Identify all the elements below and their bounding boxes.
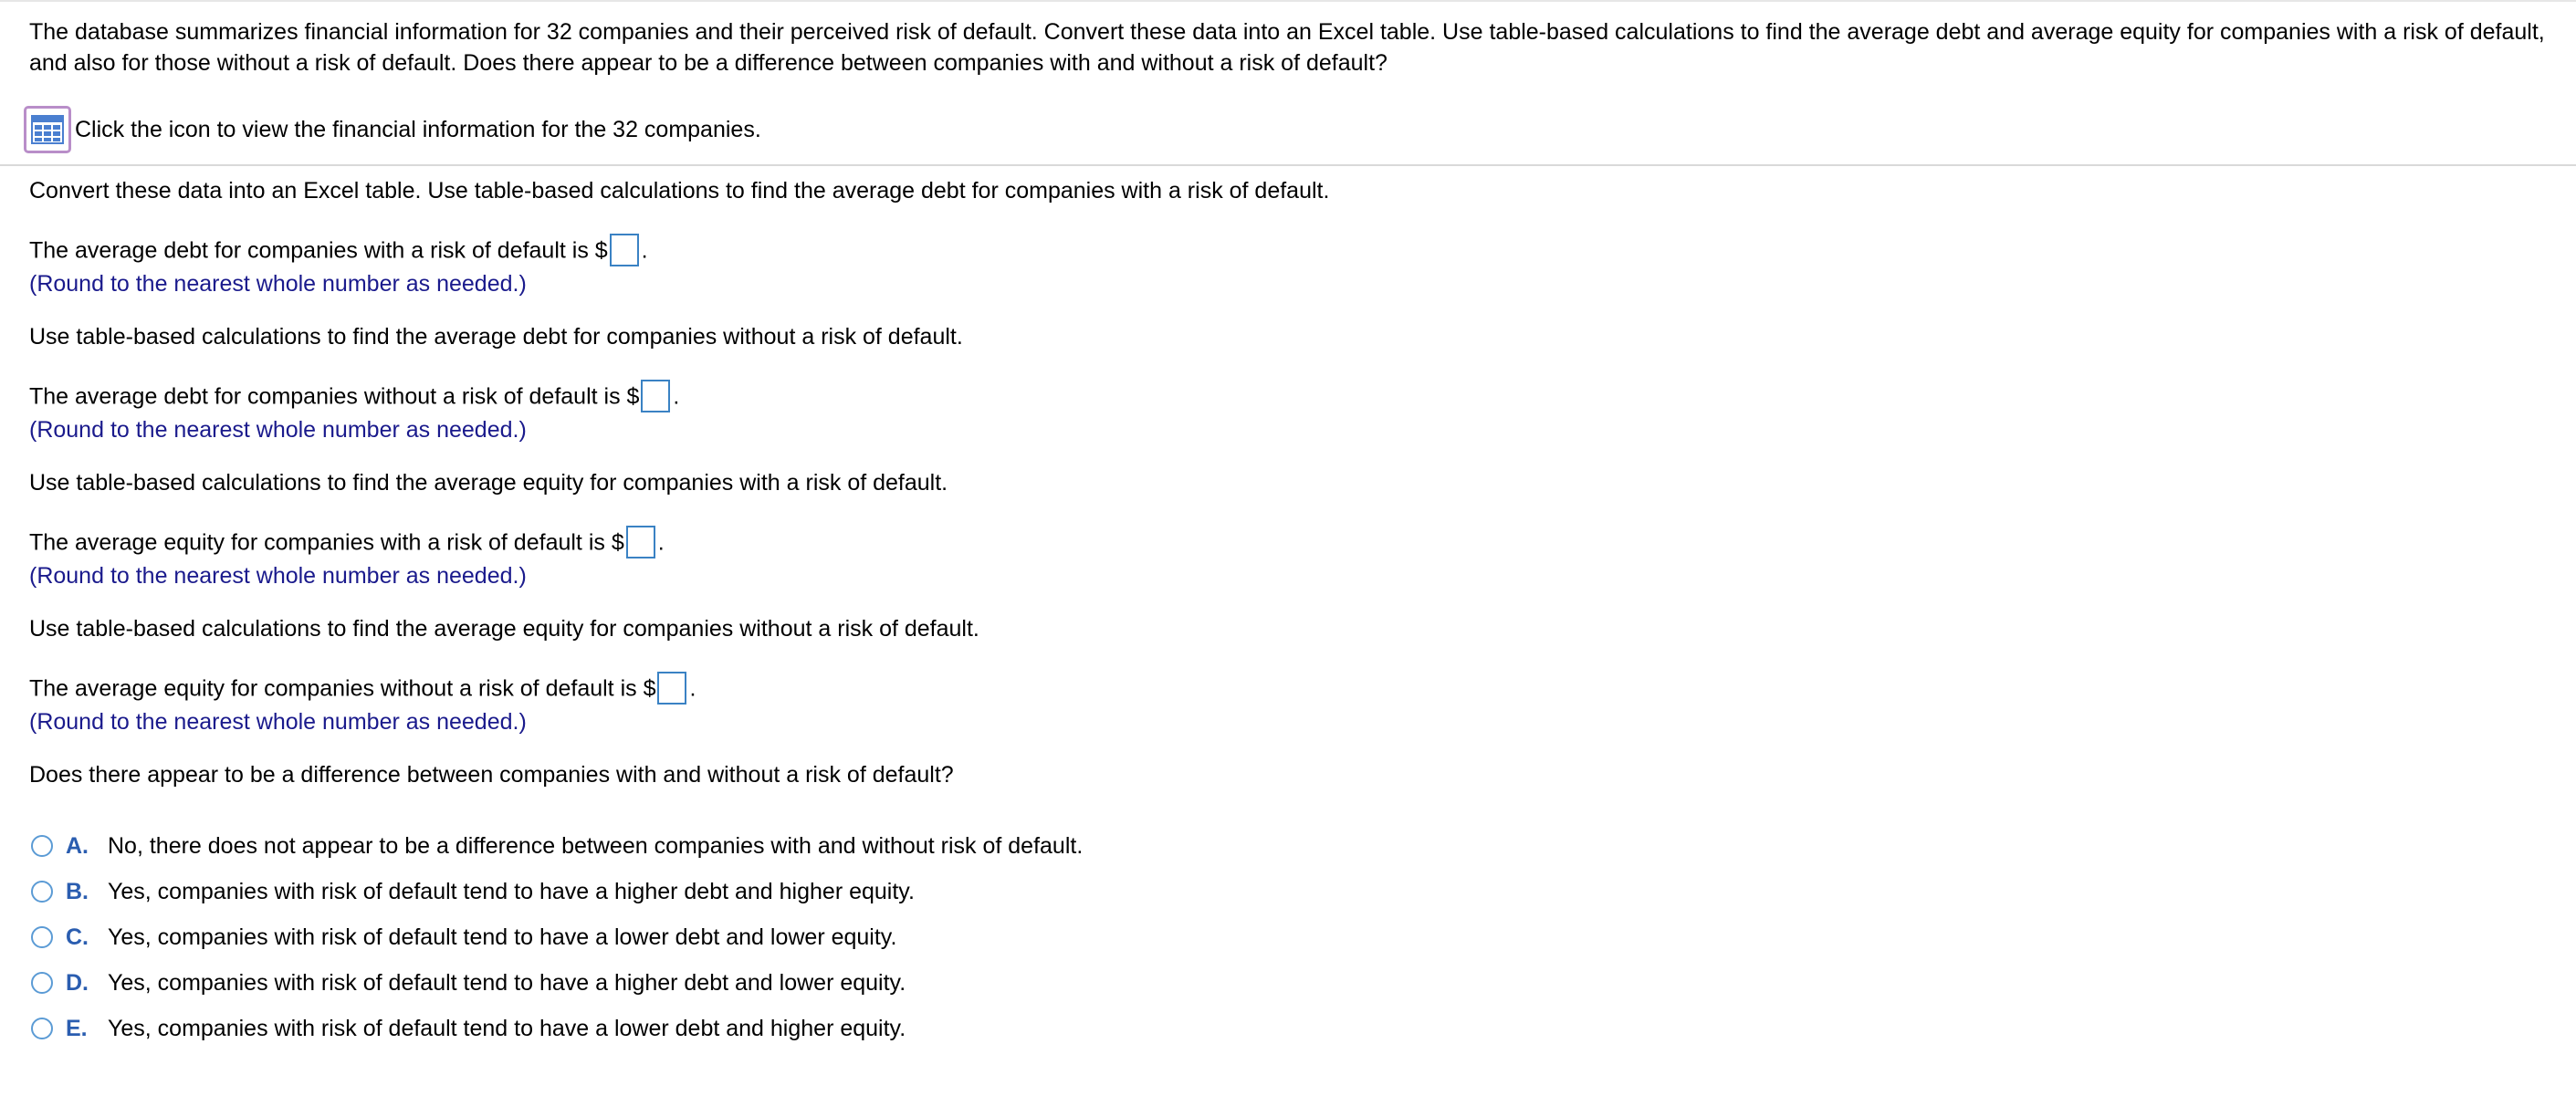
data-table-link[interactable]	[24, 102, 761, 157]
table-grid-icon	[31, 115, 64, 144]
choice-a-radio[interactable]	[31, 835, 53, 857]
part-2-instruction: Use table-based calculations to find the average debt for companies without a risk of default.	[29, 324, 963, 350]
final-question: Does there appear to be a difference between companies with and without a risk of default?	[29, 762, 954, 788]
choice-d[interactable]	[31, 967, 906, 998]
choice-d-text[interactable]: Yes, companies with risk of default tend to have a higher debt and lower equity.	[108, 969, 906, 996]
part-4-rounding-hint: (Round to the nearest whole number as needed.)	[29, 709, 527, 735]
choice-e-radio[interactable]	[31, 1018, 53, 1039]
choice-e-letter: E.	[66, 1015, 88, 1041]
choice-a-text[interactable]: No, there does not appear to be a difference between companies with and without risk of default.	[108, 832, 1084, 859]
choice-a[interactable]	[31, 830, 1083, 861]
choice-e[interactable]	[31, 1013, 906, 1044]
part-4-answer-prefix: The average equity for companies without a risk of default is $	[29, 675, 656, 702]
top-rule	[0, 0, 2576, 2]
part-4-answer-suffix: .	[689, 675, 696, 702]
choice-e-text[interactable]: Yes, companies with risk of default tend to have a lower debt and higher equity.	[108, 1015, 906, 1041]
part-3-instruction: Use table-based calculations to find the average equity for companies with a risk of default.	[29, 470, 948, 496]
part-1-answer-prefix: The average debt for companies with a risk of default is $	[29, 237, 608, 264]
question-intro: The database summarizes financial information for 32 companies and their perceived risk of default. Convert these data into an Excel table. Use table-based calculations to find the average debt and average equity for companies with a risk of default, and also for those without a risk of default. Does there appear to be a difference between companies with and without a risk of default?	[29, 19, 2545, 76]
part-1-rounding-hint: (Round to the nearest whole number as needed.)	[29, 271, 527, 297]
part-2-answer-line	[29, 381, 679, 414]
choice-c-letter: C.	[66, 924, 89, 950]
part-1-instruction: Convert these data into an Excel table. Use table-based calculations to find the average debt for companies with a risk of default.	[29, 178, 1330, 204]
part-2-answer-prefix: The average debt for companies without a risk of default is $	[29, 383, 640, 410]
choice-b-text[interactable]: Yes, companies with risk of default tend to have a higher debt and higher equity.	[108, 878, 915, 904]
part-4-instruction: Use table-based calculations to find the average equity for companies without a risk of default.	[29, 616, 979, 642]
part-3-answer-prefix: The average equity for companies with a risk of default is $	[29, 529, 624, 556]
section-divider	[0, 164, 2576, 166]
part-4-answer-line	[29, 673, 696, 706]
part-3-answer-suffix: .	[657, 529, 665, 556]
part-3-answer-input[interactable]	[626, 526, 655, 558]
data-table-link-text[interactable]: Click the icon to view the financial information for the 32 companies.	[75, 116, 761, 142]
choice-c-text[interactable]: Yes, companies with risk of default tend to have a lower debt and lower equity.	[108, 924, 897, 950]
part-4-answer-input[interactable]	[657, 672, 686, 705]
choice-b-letter: B.	[66, 878, 89, 904]
choice-b-radio[interactable]	[31, 881, 53, 903]
part-2-answer-suffix: .	[673, 383, 680, 410]
part-1-answer-line	[29, 235, 648, 268]
choice-c-radio[interactable]	[31, 926, 53, 948]
choice-a-letter: A.	[66, 832, 89, 859]
part-1-answer-suffix: .	[641, 237, 648, 264]
part-3-rounding-hint: (Round to the nearest whole number as needed.)	[29, 563, 527, 589]
part-2-answer-input[interactable]	[641, 380, 670, 412]
choice-d-letter: D.	[66, 969, 89, 996]
choice-d-radio[interactable]	[31, 972, 53, 994]
part-3-answer-line	[29, 527, 665, 560]
choice-c[interactable]	[31, 922, 896, 953]
part-1-answer-input[interactable]	[610, 234, 639, 266]
data-table-button[interactable]	[24, 106, 71, 153]
choice-b[interactable]	[31, 876, 915, 907]
part-2-rounding-hint: (Round to the nearest whole number as needed.)	[29, 417, 527, 443]
